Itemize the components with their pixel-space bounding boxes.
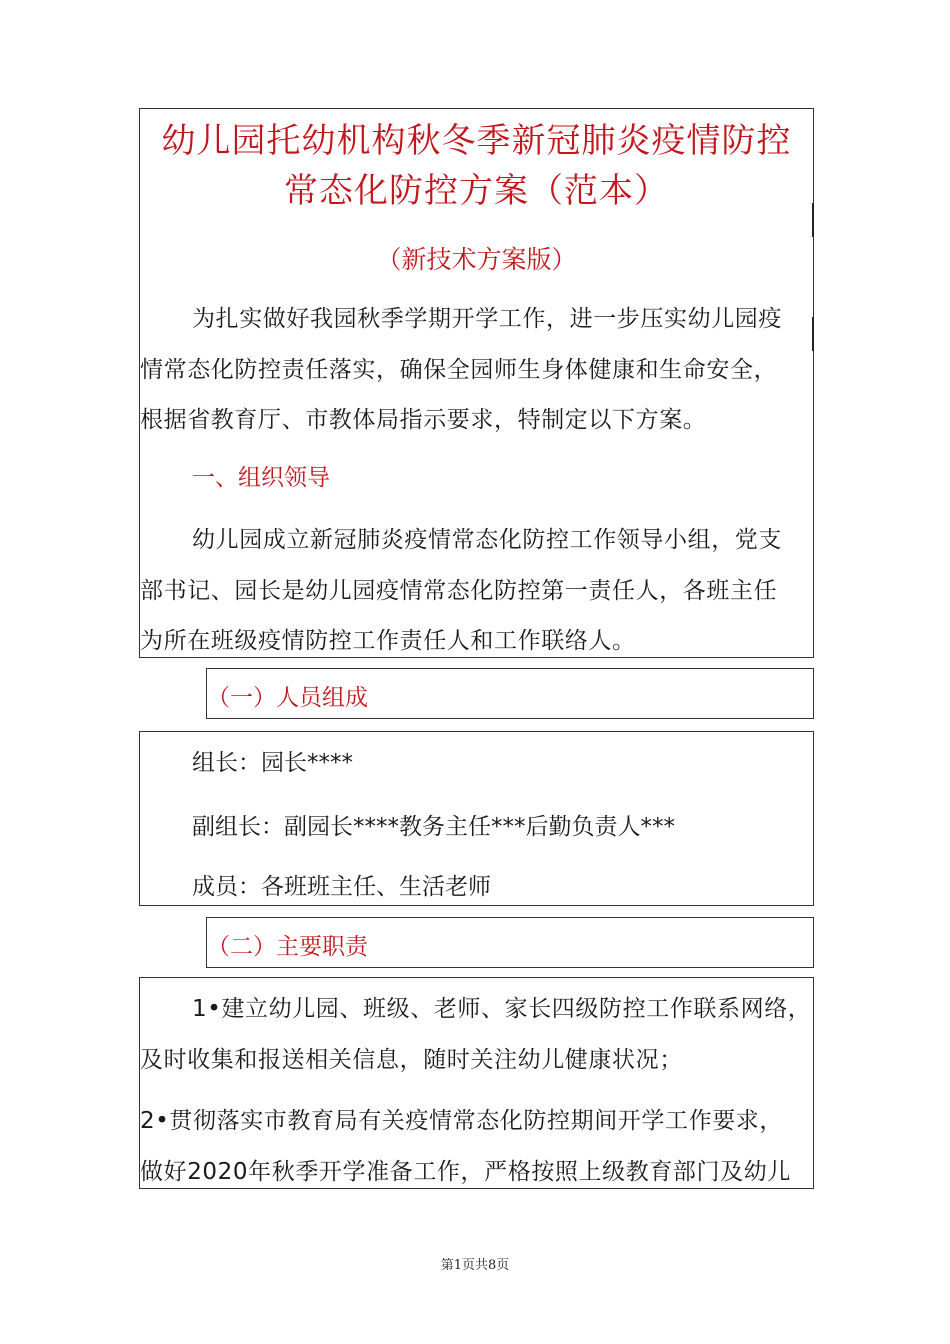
intro-line: 为扎实做好我园秋季学期开学工作，进一步压实幼儿园疫 (192, 306, 782, 332)
member-row-deputy: 副组长：副园长****教务主任***后勤负责人*** (192, 814, 675, 840)
section-heading-organization: 一、组织领导 (192, 465, 330, 491)
member-row-leader: 组长：园长**** (192, 750, 353, 776)
organization-line: 幼儿园成立新冠肺炎疫情常态化防控工作领导小组，党支 (192, 527, 782, 553)
duty-item-2 (140, 1096, 813, 1197)
subsection-heading-box-members (206, 668, 814, 719)
organization-paragraph (140, 515, 813, 667)
edge-mark (812, 203, 814, 237)
duty-line: 及时收集和报送相关信息，随时关注幼儿健康状况； (140, 1046, 683, 1073)
organization-line: 为所在班级疫情防控工作责任人和工作联络人。 (140, 628, 636, 654)
duty-line: 2•贯彻落实市教育局有关疫情常态化防控期间开学工作要求， (140, 1108, 783, 1134)
member-row-members: 成员：各班班主任、生活老师 (192, 874, 491, 900)
intro-paragraph (140, 294, 813, 446)
duty-line: 做好2020年秋季开学准备工作，严格按照上级教育部门及幼儿 (140, 1158, 791, 1185)
subsection-heading-duties: （二）主要职责 (207, 934, 368, 960)
duty-line: 1•建立幼儿园、班级、老师、家长四级防控工作联系网络， (192, 996, 812, 1022)
organization-line: 部书记、园长是幼儿园疫情常态化防控第一责任人，各班主任 (140, 577, 778, 604)
main-section-box (139, 108, 814, 658)
intro-line: 根据省教育厅、市教体局指示要求，特制定以下方案。 (140, 407, 707, 433)
document-subtitle: （新技术方案版） (376, 245, 577, 274)
duty-item-1 (140, 984, 813, 1085)
subsection-heading-members: （一）人员组成 (207, 685, 368, 711)
edge-mark (812, 317, 814, 351)
duties-box (139, 977, 814, 1189)
subsection-heading-box-duties (206, 917, 814, 968)
intro-line: 情常态化防控责任落实，确保全园师生身体健康和生命安全， (140, 356, 778, 383)
document-title-line-1: 幼儿园托幼机构秋冬季新冠肺炎疫情防控 (161, 121, 792, 161)
page-footer: 第1页共8页 (440, 1258, 510, 1273)
document-title-line-2: 常态化防控方案（范本） (284, 171, 669, 211)
members-box (139, 731, 814, 906)
